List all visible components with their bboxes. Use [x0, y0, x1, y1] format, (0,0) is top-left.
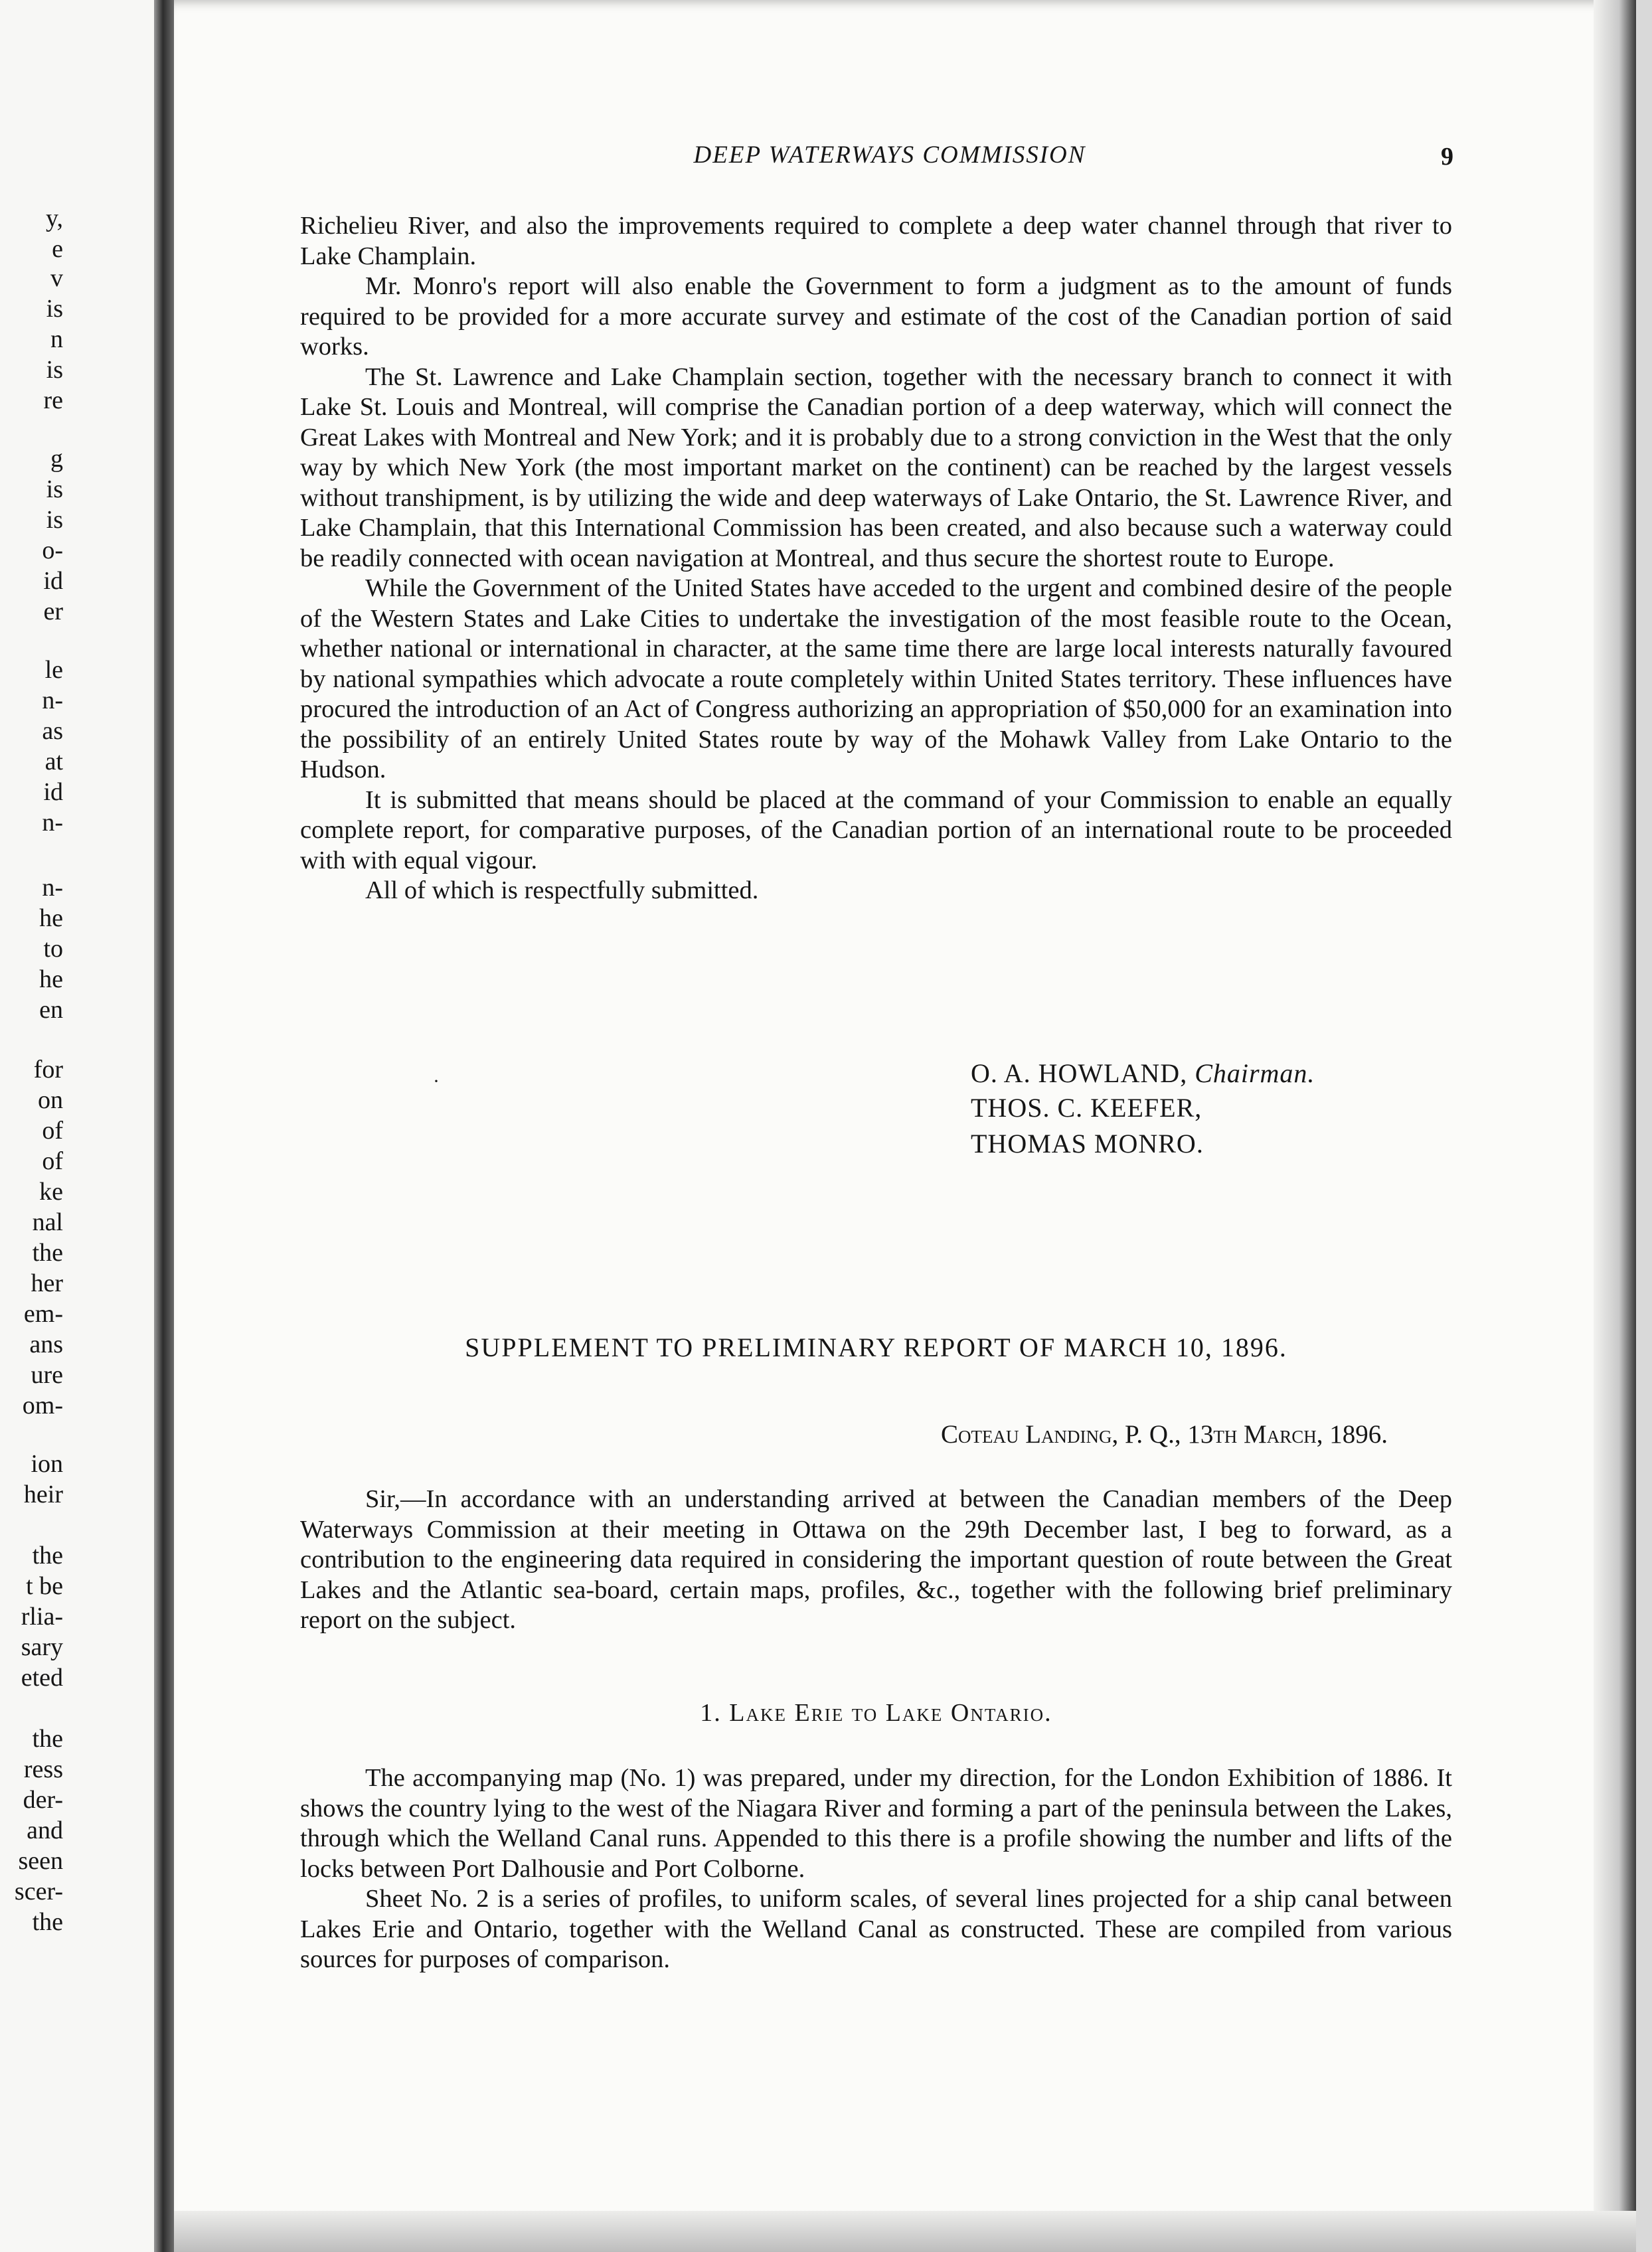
facing-page-fragment: ure	[31, 1361, 63, 1389]
page-number: 9	[1441, 143, 1453, 171]
supplement-intro	[300, 1485, 1452, 1636]
page-bottom-shadow	[174, 2211, 1636, 2252]
paragraph: Mr. Monro's report will also enable the Government to form a judgment as to the amount of funds required to be provided for a more accurate survey and estimate of the cost of the Canadian portion of said works.	[300, 272, 1452, 361]
paragraph: It is submitted that means should be placed at the command of your Commission to enable an equally complete report, for comparative purposes, of the Canadian portion of an international route to be proceeded with with equal vigour.	[300, 785, 1452, 874]
facing-page-fragment: seen	[18, 1847, 63, 1875]
facing-page-fragment: and	[27, 1816, 63, 1844]
dateline: Coteau Landing, P. Q., 13th March, 1896.	[940, 1420, 1388, 1449]
book-gutter	[154, 0, 174, 2252]
facing-page-fragment: he	[39, 904, 63, 932]
facing-page-fragment: he	[39, 965, 63, 993]
facing-page-fragment: der-	[23, 1786, 63, 1814]
facing-page-fragment: re	[43, 386, 63, 414]
facing-page-fragment: id	[43, 778, 63, 806]
paragraph: All of which is respectfully submitted.	[365, 876, 759, 904]
facing-page-fragment: o-	[42, 536, 63, 564]
facing-page-fragment: e	[52, 235, 63, 263]
facing-page-fragment: en	[39, 996, 63, 1024]
running-title: DEEP WATERWAYS COMMISSION	[693, 141, 1086, 169]
paragraph: Richelieu River, and also the improvements required to complete a deep water channel through that river to Lake Champlain.	[300, 212, 1452, 270]
paragraph: While the Government of the United States have acceded to the urgent and combined desire of the people of the Western States and Lake Cities to undertake the investigation of the most feasible route to the Ocean, whether national or international in character, at the same time there are large local interests naturally favoured by national sympathies which advocate a route completely within United States territory. These influences have procured the introduction of an Act of Congress authorizing an appropriation of $50,000 for an examination into the possibility of an entirely United States route by way of the Mohawk Valley from Lake Ontario to the Hudson.	[300, 574, 1452, 783]
paragraph: Sheet No. 2 is a series of profiles, to uniform scales, of several lines projected for a ship canal between Lakes Erie and Ontario, together with the Welland Canal as constructed. These are compiled from various sources for purposes of comparison.	[300, 1885, 1452, 1973]
facing-page-fragment: the	[32, 1908, 63, 1936]
facing-page-fragment: n-	[42, 809, 63, 837]
paragraph: The accompanying map (No. 1) was prepared, under my direction, for the London Exhibition of 1886. It shows the country lying to the west of the Niagara River and forming a part of the peninsula between the Lakes, through which the Welland Canal runs. Appended to this there is a profile showing the number and lifts of the locks between Port Dalhousie and Port Colborne.	[300, 1764, 1452, 1883]
facing-page-fragment: y,	[45, 204, 63, 232]
paragraph: The St. Lawrence and Lake Champlain section, together with the necessary branch to connect it with Lake St. Louis and Montreal, will comprise the Canadian portion of a deep waterway, which will connect the Great Lakes with Montreal and New York; and it is probably due to a strong conviction in the West that the only way by which New York (the most important market on the continent) can be reached by the largest vessels without transhipment, is by utilizing the wide and deep waterways of Lake Ontario, the St. Lawrence River, and Lake Champlain, that this International Commission has been created, and also because such a waterway could be readily connected with ocean navigation at Montreal, and thus secure the shortest route to Europe.	[300, 362, 1452, 572]
facing-page-fragment: ion	[31, 1450, 63, 1478]
ink-speck: ·	[433, 1070, 440, 1092]
facing-page-fragment: of	[42, 1117, 63, 1145]
signatory-role: Chairman.	[1195, 1058, 1315, 1088]
facing-page-fragment: is	[46, 356, 63, 384]
supplement-title: SUPPLEMENT TO PRELIMINARY REPORT OF MARCH 10, 1896.	[465, 1332, 1287, 1362]
facing-page-fragment: the	[32, 1239, 63, 1267]
facing-page-fragment: le	[44, 656, 63, 684]
facing-page-fragment: em-	[23, 1300, 63, 1328]
signature-keefer: THOS. C. KEEFER,	[971, 1093, 1202, 1123]
signatory-name: O. A. HOWLAND,	[971, 1058, 1188, 1088]
facing-page-fragment: om-	[22, 1392, 63, 1419]
signature-monro: THOMAS MONRO.	[971, 1129, 1204, 1159]
facing-page-fragment: id	[43, 567, 63, 595]
facing-page-fragment: n	[50, 325, 63, 353]
facing-page-fragment: as	[42, 717, 63, 745]
signature-howland	[971, 1058, 1315, 1088]
facing-page-fragment: rlia-	[21, 1603, 63, 1631]
facing-page-fragment: is	[46, 295, 63, 323]
facing-page-fragment: to	[43, 935, 63, 963]
facing-page-fragment: is	[46, 506, 63, 534]
facing-page-fragment: scer-	[14, 1878, 63, 1905]
facing-page-fragment: t be	[26, 1572, 63, 1600]
facing-page-fragment: of	[42, 1147, 63, 1175]
section-heading: 1. Lake Erie to Lake Ontario.	[700, 1699, 1052, 1727]
facing-page-fragment: heir	[23, 1481, 63, 1508]
facing-page-fragment: ke	[39, 1178, 63, 1206]
page-edge-shadow	[1594, 0, 1636, 2252]
facing-page-fragment: nal	[32, 1208, 63, 1236]
facing-page-fragment: for	[33, 1056, 63, 1084]
facing-page-fragment: n-	[42, 686, 63, 714]
report-conclusion-text	[300, 211, 1452, 906]
facing-page-fragment: sary	[21, 1633, 63, 1661]
facing-page-fragment: ress	[23, 1755, 63, 1783]
facing-page-fragment: eted	[21, 1664, 63, 1692]
facing-page-fragment: n-	[42, 874, 63, 902]
facing-page-fragment: ans	[29, 1330, 63, 1358]
facing-page-fragment: her	[31, 1269, 63, 1297]
facing-page-fragment: v	[50, 264, 63, 292]
facing-page-fragment: the	[32, 1542, 63, 1569]
facing-page-fragment: on	[38, 1086, 63, 1114]
facing-page-fragment: er	[43, 598, 63, 625]
section-1-text	[300, 1763, 1452, 1975]
facing-page-fragment: g	[50, 445, 63, 473]
facing-page-fragment: is	[46, 475, 63, 503]
paragraph: Sir,—In accordance with an understanding arrived at between the Canadian members of the Deep Waterways Commission at their meeting in Ottawa on the 29th December last, I beg to forward, as a contribution to the engineering data required in considering the important question of route between the Great Lakes and the Atlantic sea-board, certain maps, profiles, &c., together with the following brief preliminary report on the subject.	[300, 1485, 1452, 1634]
facing-page-fragment: the	[32, 1725, 63, 1753]
facing-page-fragment: at	[44, 748, 63, 775]
